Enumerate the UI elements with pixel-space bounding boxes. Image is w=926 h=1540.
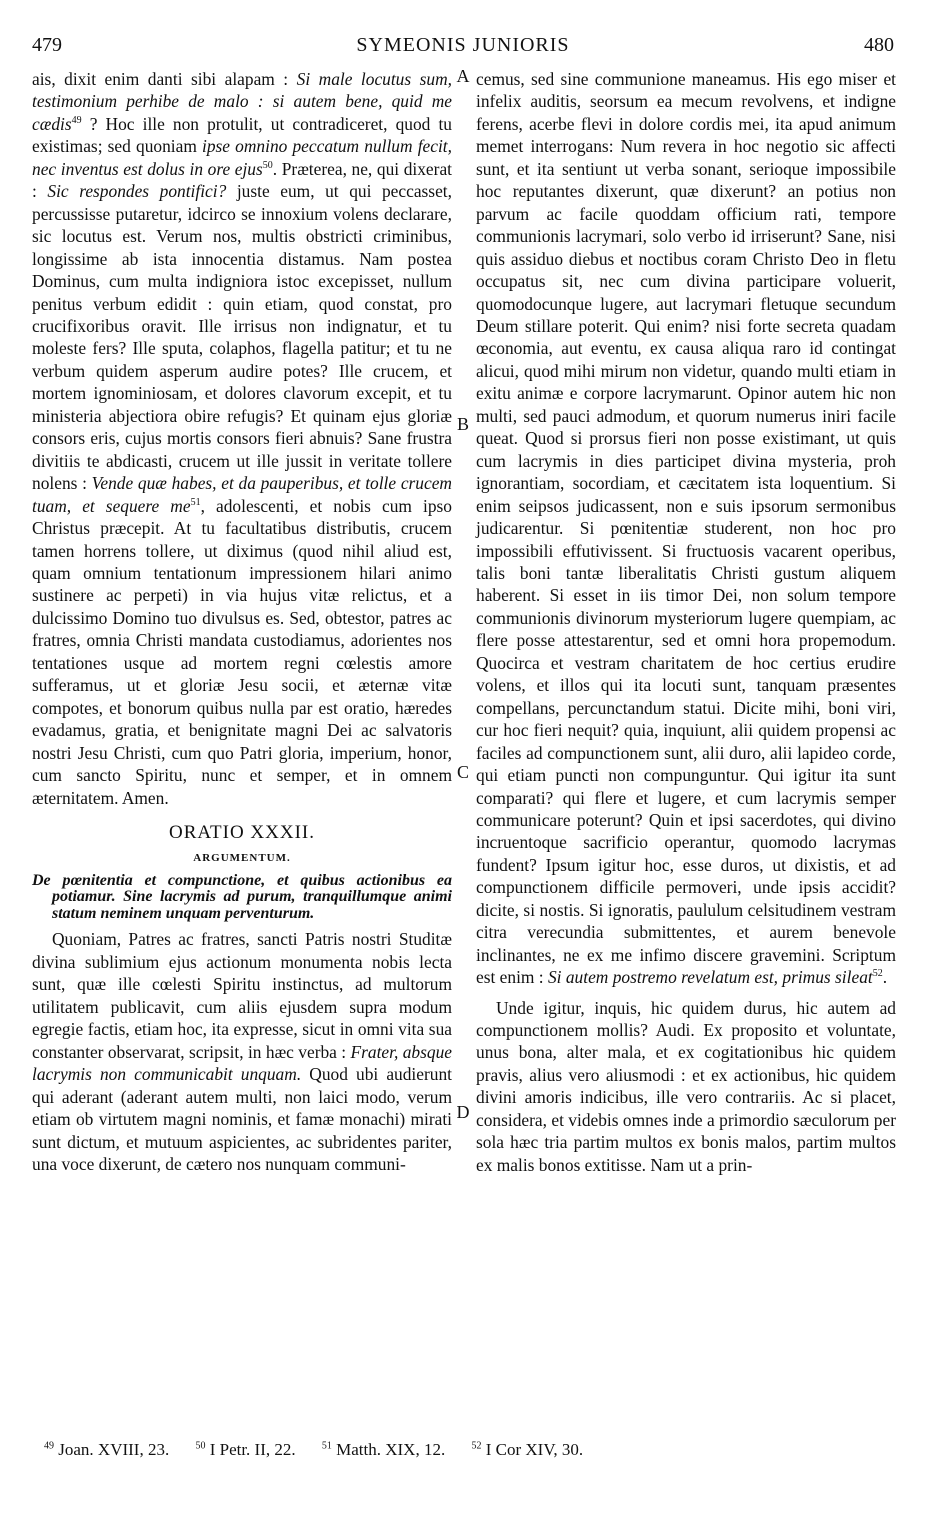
scripture-quote: ipse omnino peccatum nullum fecit, nec inventus est dolus in ore ejus [32, 136, 452, 179]
scripture-quote: Vende quæ habes, et da pauperibus, et tolle crucem tuam, et sequere me [32, 473, 452, 516]
page-header [28, 34, 898, 64]
footnotes [44, 1440, 894, 1460]
text-run: cemus, sed sine communione maneamus. His ego miser et infelix auditis, seorsum ea mecum revolvens, et indigne ferens, acerbe flevi in dolore cordis mei, ita apud animum memet interrogans: Num revera in hoc negotio sic affecti sunt, et ita sentiunt ut verba sonant, serioque impossibile hoc reputantes dixerunt, quæ dixerunt? an potius non parvum ac facile quoddam officium rati, tempore communionis lacrymari, solo verbo id irriserunt? Sane, nisi quis assiduo diebus et noctibus coram Christo Deo in fletu occupatus sit, nec cum divina participare voluerit, quomodocunque lugere, aut lacrymari fletuque secundum Deum stillare poterit. Qui enim? nisi forte secreta quadam œconomia, aut eventu, ex causa aliqua raro id contingat alicui, quod mihi mirum non videtur, quando multi etiam in exitu animæ e corpore lacrymarunt. Opinor autem hic non multi, sed pauci admodum, et quorum numerus iniri facile queat. Quod si prorsus fieri non posse existimant, ut quis cum lacrymis in dies participet divina mysteria, proh ignorantiam, socordiam, et cæcitatem ista loquentium. Si enim seipsos judicassent, non e suis ipsorum sermonibus judicarentur. Si pœnitentiæ studerent, non hoc pro impossibili effutivissent. Si fructuosis vacarent operibus, talis boni tantæ liberalitatis Christi gustum aliquem haberent. Si esset in iis timor Dei, non solum tempore communionis divinorum mysteriorum lugere quempiam, ac flere posse attestarentur, sed et omni hora propemodum. Quocirca et vestram charitatem de hoc certius erudire volens, et illos qui ita locuti sunt, tanquam præsentes compellans, percunctandum statui. Dicite mihi, boni viri, cur hoc fieri nequit? quia, inquiunt, alii quidem propensi ac faciles ad compunctionem sunt, alii duro, alii lapideo corde, qui etiam puncti non compunguntur. Qui igitur ita sunt comparati? qui flere et lugere, et cum lacrymis semper communicare poterunt? Quin et ipsi sacerdotes, qui divino incruentoque sacrificio operantur, quomodo lacrymas fundent? Ipsum igitur hoc, esse duros, ut dixistis, et ad compunctionem difficile permoveri, unde ipsis accidit? dicite, si nostis. Si ignoratis, paululum celsitudinem vestram citra verecundia submittentes, et aurem benevole inclinantes, ne ex me infimo discere gravemini. Scriptum est enim : [476, 69, 896, 988]
text-run: juste eum, ut qui peccasset, percussisse putaretur, idcirco se innoxium volens declarare, sic locutus est. Verum nos, multis obstricti criminibus, longissime ab ista innocentia distamus. Nam postea Dominus, cum multa indigniora istoc excepisset, nullum penitus verbum edidit : quin etiam, quod constat, pro crucifixoribus oravit. Ille irrisus non indignatur, et tu moleste fers? Ille sputa, colaphos, flagella patitur; et tu ne verbum quidem asperum audire potes? Ille crucem, et mortem ignominiosam, et dolores clavorum excepit, et tu ministeria abjectiora obire refugis? Et quinam ejus gloriæ consors eris, cujus mortis consors fieri abnuis? Sane frustra divitiis te abdicasti, crucem ut ille jussit in veritate tollere nolens : [32, 181, 452, 494]
text-run: . Præterea, ne, qui dixerat : [32, 158, 452, 202]
text-run: Quoniam, Patres ac fratres, sancti Patris nostri Studitæ divina sublimium ejus actionum monumenta nobis lecta sunt, quæ ille cœlesti Spiritu instinctus, ad multorum utilitatem publicavit, cum aliis ejusdem supra modum egregie factis, etiam hoc, ita expresse, sicut in omni vita sua constanter observarat, scripsit, in hæc verba : [32, 929, 452, 1062]
argumentum-text: De pœnitentia et compunctione, et quibus actionibus ea potiamur. Sine lacrymis ad purum, tranquillumque animi statum neminem unquam perventurum. [32, 871, 452, 922]
footnote-item [195, 1440, 295, 1459]
footnote-marker: 49 [71, 115, 82, 127]
footnote-reference: I Petr. II, 22. [209, 1440, 296, 1459]
text-run: Quod ubi audierunt qui aderant (aderant autem multi, non laici modo, verum etiam ob virtutem magni nominis, et famæ monachi) mirati sunt dictum, et mutuum aspicientes, ac subridentes pariter, una voce dixerunt, de cætero nos nunquam communi- [32, 1064, 452, 1174]
scripture-quote: Sic respondes pontifici? [47, 181, 227, 202]
footnote-marker: 52 [872, 968, 883, 980]
footnote-reference: Joan. XVIII, 23. [58, 1440, 170, 1459]
page-number-right: 480 [864, 34, 894, 56]
footnote-number: 50 [195, 1440, 206, 1452]
footnote-item [44, 1440, 169, 1459]
footnote-item [322, 1440, 445, 1459]
right-paragraph-1 [476, 68, 896, 989]
scripture-quote: Si autem postremo revelatum est, primus sileat [547, 967, 873, 988]
left-paragraph-1 [32, 68, 452, 809]
footnote-number: 51 [321, 1440, 332, 1452]
left-column [32, 68, 452, 1175]
right-column [476, 68, 896, 1176]
footnote-item [471, 1440, 583, 1459]
margin-letter-a: A [456, 66, 470, 86]
footnote-number: 49 [44, 1440, 54, 1452]
text-run: ais, dixit enim danti sibi alapam : [32, 69, 297, 89]
margin-letter-b: B [456, 414, 469, 434]
margin-letter-d: D [456, 1102, 470, 1122]
running-head: SYMEONIS JUNIORIS [356, 34, 570, 56]
margin-letter-c: C [456, 762, 469, 782]
scripture-quote: Si male locutus sum, testimonium perhibe de malo : si autem bene, quid me cædis [32, 69, 452, 134]
footnote-number: 52 [471, 1440, 482, 1452]
footnote-reference: Matth. XIX, 12. [336, 1440, 446, 1459]
argumentum-label: ARGUMENTUM. [193, 851, 291, 864]
text-run: . [882, 967, 888, 988]
text-run: , adolescenti, et nobis cum ipso Christus præcepit. At tu facultatibus distributis, crucem tamen horrens tollere, ut diximus (quod nihil aliud est, quam omnium tentationum impressionem hilari animo sustinere ac perpeti) in via hujus vitæ relictus, et a dulcissimo Domino tuo divulsus es. Sed, obtestor, patres ac fratres, omnia Christi mandata custodiamus, adorientes nos tentationes usque ad mortem regni cœlestis amore sufferamus, ut et gloriæ Jesu socii, et æternæ vitæ compotes, et bonorum quibus nulla par est oratio, hæredes evadamus, gratia, et benignitate magni Dei ac salvatoris nostri Jesu Christi, cum quo Patri gloria, imperium, honor, cum sancto Spiritu, nunc et semper, et in omnem æternitatem. Amen. [32, 495, 453, 808]
left-paragraph-2 [32, 928, 452, 1175]
footnote-marker: 51 [190, 496, 201, 508]
page-number-left: 479 [32, 34, 62, 56]
right-paragraph-2: Unde igitur, inquis, hic quidem durus, hic autem ad compunctionem mollis? Audi. Ex proposito et voluntate, unus bona, alter mala, et ex cogitationibus hic quidem pravis, alius vero aliusmodi : et ex actionibus, hic quidem divini amoris indicibus, ille vero contrariis. Ac si placet, considera, et videbis omnes inde a primordio sæculorum per sola hæc tria partim multos ex bonis malos, partim multos ex malis bonos extitisse. Nam ut a prin- [476, 997, 896, 1175]
footnote-reference: I Cor XIV, 30. [485, 1440, 584, 1459]
footnote-marker: 50 [262, 160, 273, 172]
quotation: Frater, absque lacrymis non communicabit unquam. [32, 1041, 452, 1085]
text-run: ? Hoc ille non protulit, ut contradiceret, quod tu existimas; sed quoniam [32, 113, 452, 157]
oratio-title: ORATIO XXXII. [169, 821, 315, 843]
